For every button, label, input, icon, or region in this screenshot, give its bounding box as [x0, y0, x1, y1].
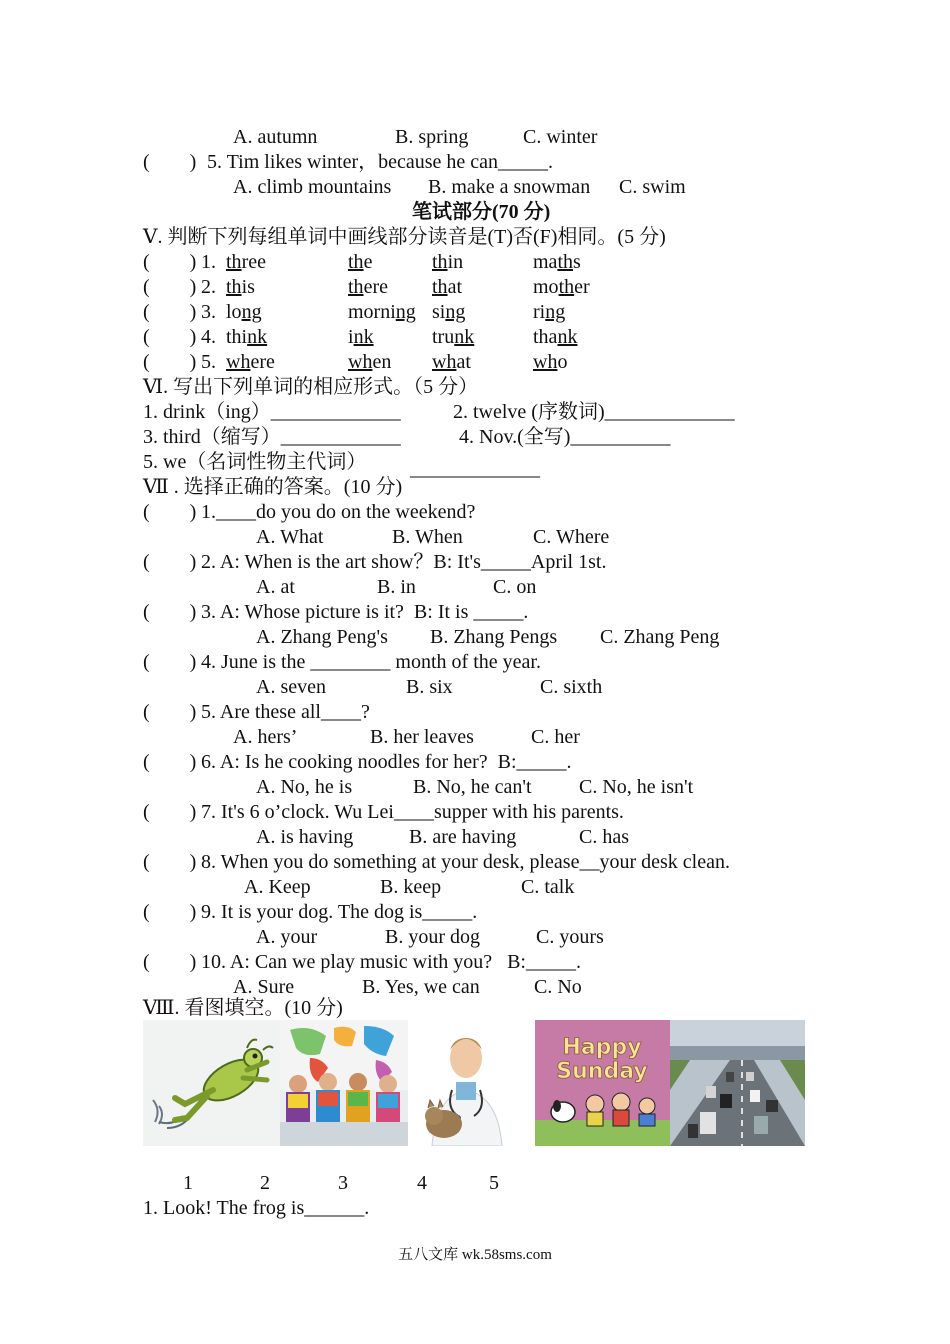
phonics-underlined-part: th — [226, 251, 242, 273]
written-part-title: 笔试部分(70 分) — [412, 201, 551, 223]
mc-answer-paren[interactable]: ( ) — [143, 951, 197, 973]
phonics-word-part: o — [557, 351, 568, 373]
phonics-item-number: 5. — [201, 351, 216, 373]
mc-answer-paren[interactable]: ( ) — [143, 701, 197, 723]
picture-number-5: 5 — [489, 1172, 499, 1194]
phonics-answer-paren[interactable]: ( ) — [143, 351, 197, 373]
phonics-word-part: ree — [241, 251, 266, 273]
phonics-word — [533, 275, 590, 299]
mc-answer-paren[interactable]: ( ) — [143, 901, 197, 923]
phonics-word — [348, 300, 416, 324]
mc-option-c: C. No — [534, 976, 582, 998]
phonics-word — [432, 300, 465, 324]
mc-option-a: A. hers’ — [233, 726, 298, 748]
word-form-item-5-blank[interactable]: _____________ — [410, 458, 540, 480]
phonics-word-part: si — [432, 301, 446, 323]
phonics-word-part: mo — [533, 276, 559, 298]
picture-number-1: 1 — [183, 1172, 193, 1194]
mc-question-stem: 4. June is the ________ month of the year. — [201, 651, 541, 673]
mc-option-c: C. sixth — [540, 676, 603, 698]
picture-number-3: 3 — [338, 1172, 348, 1194]
phonics-underlined-part: ng — [241, 301, 262, 323]
mc-option-b: B. your dog — [385, 926, 480, 948]
phonics-underlined-part: th — [348, 251, 364, 273]
mc-question-stem: 3. A: Whose picture is it? B: It is _____. — [201, 601, 529, 623]
q4-option-a: A. autumn — [233, 126, 318, 148]
phonics-word-part: ere — [250, 351, 275, 373]
children-reading-picture — [280, 1020, 408, 1146]
sunday-text: Sunday — [556, 1059, 648, 1084]
doctor-with-cat-picture — [412, 1020, 522, 1146]
mc-option-a: A. at — [256, 576, 295, 598]
q5-answer-paren[interactable]: ( ) — [143, 151, 197, 173]
mc-answer-paren[interactable]: ( ) — [143, 751, 197, 773]
mc-option-c: C. Zhang Peng — [600, 626, 720, 648]
phonics-item-number: 2. — [201, 276, 216, 298]
phonics-word-part: at — [447, 276, 462, 298]
mc-option-a: A. Zhang Peng's — [256, 626, 388, 648]
mc-option-c: C. on — [493, 576, 537, 598]
phonics-word — [533, 300, 565, 324]
phonics-word-part: at — [456, 351, 471, 373]
word-form-item-1: 1. drink（ing）_____________ — [143, 401, 401, 423]
phonics-word-part: ma — [533, 251, 558, 273]
phonics-word-part: en — [372, 351, 392, 373]
mc-option-a: A. Keep — [244, 876, 311, 898]
mc-question-stem: 2. A: When is the art show？B: It's_____April 1st. — [201, 551, 607, 573]
mc-option-b: B. are having — [409, 826, 517, 848]
mc-option-b: B. her leaves — [370, 726, 474, 748]
phonics-word — [226, 275, 255, 299]
page-footer: 五八文库 wk.58sms.com — [398, 1247, 552, 1263]
q5-stem: 5. Tim likes winter，because he can_____. — [207, 151, 554, 173]
phonics-underlined-part: th — [557, 251, 573, 273]
phonics-answer-paren[interactable]: ( ) — [143, 301, 197, 323]
mc-answer-paren[interactable]: ( ) — [143, 551, 197, 573]
mc-option-c: C. talk — [521, 876, 575, 898]
mc-option-c: C. No, he isn't — [579, 776, 694, 798]
phonics-word-part: thi — [226, 326, 248, 348]
phonics-underlined-part: ng — [545, 301, 566, 323]
phonics-underlined-part: th — [348, 276, 364, 298]
phonics-underlined-part: wh — [533, 351, 558, 373]
phonics-underlined-part: nk — [353, 326, 374, 348]
mc-question-stem: 7. It's 6 o’clock. Wu Lei____supper with his parents. — [201, 801, 624, 823]
q5-option-c: C. swim — [619, 176, 686, 198]
phonics-underlined-part: th — [558, 276, 575, 298]
phonics-word-part: e — [363, 251, 373, 273]
phonics-underlined-part: wh — [226, 351, 251, 373]
picture-number-4: 4 — [417, 1172, 427, 1194]
phonics-underlined-part: th — [226, 276, 242, 298]
mc-option-a: A. What — [256, 526, 324, 548]
phonics-item-number: 3. — [201, 301, 216, 323]
mc-question-stem: 1.____do you do on the weekend? — [201, 501, 476, 523]
mc-option-b: B. When — [392, 526, 463, 548]
mc-option-a: A. is having — [256, 826, 354, 848]
phonics-word — [432, 250, 463, 274]
mc-answer-paren[interactable]: ( ) — [143, 651, 197, 673]
picture-number-2: 2 — [260, 1172, 270, 1194]
phonics-underlined-part: ng — [445, 301, 466, 323]
phonics-word-part: s — [573, 251, 581, 273]
phonics-word — [226, 250, 266, 274]
section-8-title: Ⅷ. 看图填空。(10 分) — [143, 997, 343, 1019]
mc-question-stem: 6. A: Is he cooking noodles for her? B:_____. — [201, 751, 572, 773]
mc-question-stem: 8. When you do something at your desk, please__your desk clean. — [201, 851, 730, 873]
mc-option-a: A. seven — [256, 676, 326, 698]
mc-option-b: B. Yes, we can — [362, 976, 480, 998]
section-7-title: Ⅶ . 选择正确的答案。(10 分) — [143, 476, 403, 498]
phonics-word-part: in — [447, 251, 464, 273]
picture-question-1: 1. Look! The frog is______. — [143, 1197, 370, 1219]
mc-option-a: A. No, he is — [256, 776, 353, 798]
phonics-word-part: er — [574, 276, 590, 298]
mc-question-stem: 5. Are these all____? — [201, 701, 370, 723]
phonics-word — [348, 250, 372, 274]
phonics-word — [226, 300, 262, 324]
word-form-item-3: 3. third（缩写）____________ — [143, 426, 401, 448]
traffic-road-picture — [670, 1020, 805, 1146]
mc-option-b: B. in — [377, 576, 416, 598]
phonics-word — [432, 350, 471, 374]
mc-answer-paren[interactable]: ( ) — [143, 801, 197, 823]
phonics-answer-paren[interactable]: ( ) — [143, 251, 197, 273]
phonics-word — [226, 325, 267, 349]
section-5-title: Ⅴ. 判断下列每组单词中画线部分读音是(T)否(F)相同。(5 分) — [143, 226, 666, 248]
q5-option-b: B. make a snowman — [428, 176, 591, 198]
mc-option-c: C. yours — [536, 926, 604, 948]
phonics-word — [533, 350, 567, 374]
happy-sunday-picture — [535, 1020, 670, 1146]
q5-option-a: A. climb mountains — [233, 176, 392, 198]
phonics-word — [348, 350, 391, 374]
phonics-underlined-part: th — [432, 276, 448, 298]
phonics-word-part: ri — [533, 301, 546, 323]
happy-text: Happy — [562, 1035, 642, 1060]
phonics-word — [432, 325, 474, 349]
phonics-word-part: morni — [348, 301, 396, 323]
phonics-underlined-part: ng — [395, 301, 416, 323]
mc-option-b: B. No, he can't — [413, 776, 532, 798]
mc-option-c: C. has — [579, 826, 629, 848]
phonics-word-part: tru — [432, 326, 455, 348]
q4-option-b: B. spring — [395, 126, 469, 148]
mc-option-c: C. her — [531, 726, 580, 748]
phonics-word — [348, 275, 388, 299]
mc-question-stem: 9. It is your dog. The dog is_____. — [201, 901, 478, 923]
phonics-word — [226, 350, 275, 374]
phonics-word — [348, 325, 374, 349]
phonics-underlined-part: nk — [454, 326, 475, 348]
phonics-underlined-part: wh — [348, 351, 373, 373]
mc-option-b: B. six — [406, 676, 453, 698]
phonics-word — [533, 325, 577, 349]
phonics-item-number: 1. — [201, 251, 216, 273]
word-form-item-2: 2. twelve (序数词)_____________ — [453, 401, 735, 423]
mc-option-a: A. Sure — [233, 976, 295, 998]
phonics-word — [533, 250, 581, 274]
phonics-item-number: 4. — [201, 326, 216, 348]
mc-answer-paren[interactable]: ( ) — [143, 851, 197, 873]
phonics-underlined-part: wh — [432, 351, 457, 373]
mc-answer-paren[interactable]: ( ) — [143, 501, 197, 523]
mc-option-b: B. Zhang Pengs — [430, 626, 558, 648]
phonics-underlined-part: nk — [247, 326, 268, 348]
frog-jumping-picture — [143, 1020, 280, 1146]
mc-question-stem: 10. A: Can we play music with you? B:_____. — [201, 951, 581, 973]
mc-option-b: B. keep — [380, 876, 442, 898]
mc-answer-paren[interactable]: ( ) — [143, 601, 197, 623]
section-6-title: Ⅵ. 写出下列单词的相应形式。（5 分） — [143, 376, 479, 398]
phonics-underlined-part: nk — [557, 326, 578, 348]
phonics-word-part: ere — [363, 276, 388, 298]
phonics-word-part: i — [348, 326, 354, 348]
phonics-underlined-part: th — [432, 251, 448, 273]
word-form-item-4: 4. Nov.(全写)__________ — [459, 426, 671, 448]
phonics-word-part: is — [241, 276, 255, 298]
phonics-word-part: tha — [533, 326, 558, 348]
q4-option-c: C. winter — [523, 126, 598, 148]
phonics-answer-paren[interactable]: ( ) — [143, 326, 197, 348]
mc-option-a: A. your — [256, 926, 318, 948]
phonics-word — [432, 275, 462, 299]
phonics-answer-paren[interactable]: ( ) — [143, 276, 197, 298]
mc-option-c: C. Where — [533, 526, 610, 548]
phonics-word-part: lo — [226, 301, 242, 323]
word-form-item-5: 5. we（名词性物主代词） — [143, 451, 367, 473]
